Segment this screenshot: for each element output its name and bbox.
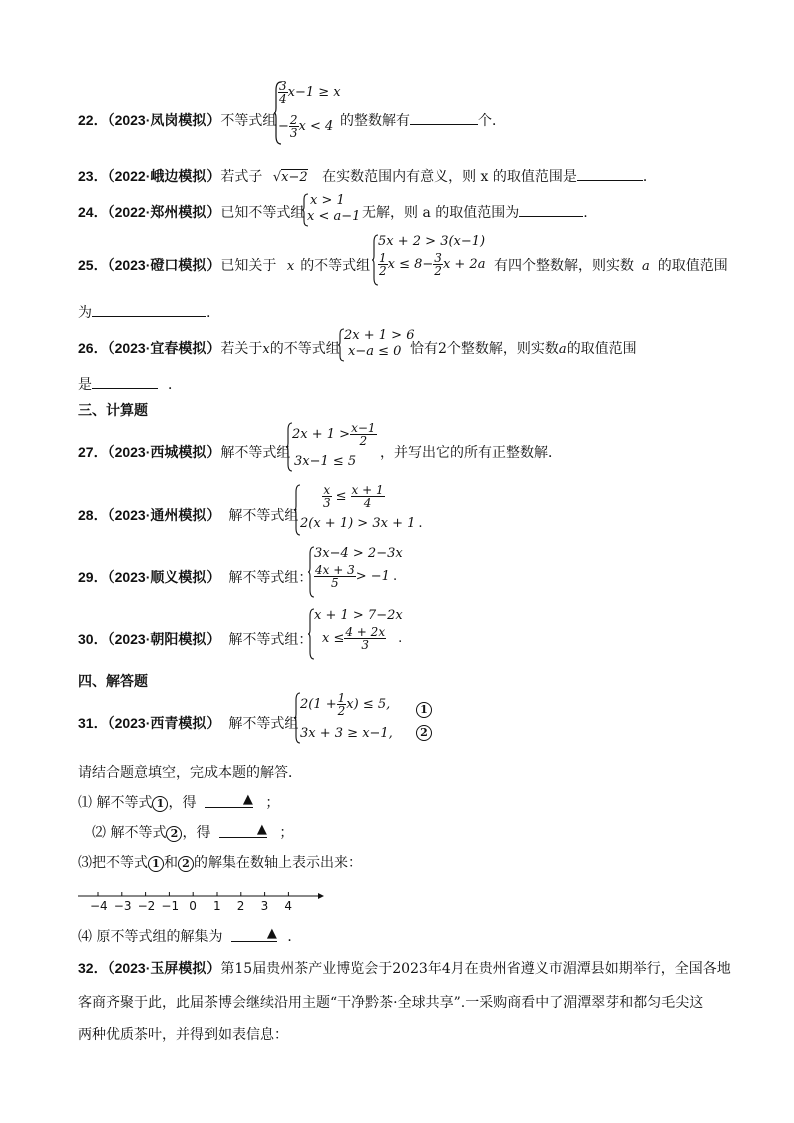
q29-prefix: 解不等式组： — [228, 570, 313, 586]
q27-frac: $\frac{x-1}{2}$ — [351, 421, 376, 448]
q31-frac: $\frac{1}{2}$ — [337, 691, 346, 718]
q25-frac-1-2: $\frac{1}{2}$ — [379, 251, 387, 278]
q27-row1: 2x + 1 > — [292, 427, 351, 442]
q23-post: 在实数范围内有意义，则 x 的取值范围是 — [322, 169, 577, 185]
question-30 — [78, 629, 312, 649]
q29-row2: > −1 — [355, 569, 390, 584]
q24-tail — [362, 202, 588, 222]
q23-source: （2022·峨边模拟） — [107, 168, 221, 184]
q25-end: . — [206, 305, 211, 321]
circled-one-icon: 1 — [152, 796, 168, 812]
tick-label: 1 — [213, 899, 221, 913]
q24-prefix: 已知不等式组 — [220, 205, 305, 221]
q26-post2: 的取值范围 — [566, 341, 637, 357]
q31-intro: 请结合题意填空，完成本题的解答． — [78, 765, 302, 781]
q32-source: （2023·玉屏模拟） — [107, 960, 221, 976]
circled-one-icon: 1 — [148, 856, 164, 872]
q25-prefix: 已知关于 — [220, 258, 277, 274]
q22-frac-3-4: $\frac{3}{4}$ — [279, 79, 287, 106]
q26-source: （2023·宜春模拟） — [107, 340, 221, 356]
q26-mid: 的不等式组 — [269, 341, 340, 357]
q28-prefix: 解不等式组 — [228, 508, 299, 524]
q23-prefix: 若式子 — [220, 169, 263, 185]
q30-row2: x ≤ — [322, 631, 345, 646]
q25-line2-text: 为 — [78, 305, 92, 321]
q31-step1-text: ⑴ 解不等式 — [78, 795, 153, 811]
q25-var-a: a — [642, 259, 650, 274]
q31-step4 — [78, 926, 301, 946]
q25-row2b: x + 2a — [442, 257, 486, 272]
q24-row2: x < a−1 — [307, 209, 361, 224]
q28-number: 28． — [78, 507, 108, 523]
tick-label: −2 — [137, 899, 156, 913]
q29-inequality-system — [308, 546, 418, 598]
q26-answer-blank[interactable] — [92, 376, 158, 389]
q31-inequality-system — [294, 692, 444, 744]
q30-source: （2023·朝阳模拟） — [107, 631, 221, 647]
tick-label: 2 — [236, 899, 245, 913]
tick-label: 4 — [284, 899, 293, 913]
q26-inequality-system — [338, 328, 415, 362]
q26-line2 — [78, 374, 182, 394]
q22-row2: x < 4 — [298, 119, 334, 134]
q25-row2a: x ≤ 8− — [387, 257, 434, 272]
q32-line3: 两种优质茶叶，并得到如表信息： — [78, 1027, 288, 1043]
q28-leq: ≤ — [335, 489, 347, 504]
q25-line2 — [78, 302, 210, 322]
q31-step1-semi: ； — [265, 795, 280, 811]
q25-frac-3-2: $\frac{3}{2}$ — [434, 251, 442, 278]
q31-step2 — [92, 822, 293, 842]
q31-step3 — [78, 852, 362, 872]
q32-line1: 第15届贵州茶产业博览会于2023年4月在贵州省遵义市湄潭县如期举行，全国各地 — [220, 961, 731, 977]
q28-inequality-system — [294, 483, 423, 536]
question-28 — [78, 505, 298, 525]
q31-step1 — [78, 792, 279, 812]
question-27 — [78, 442, 290, 462]
tick-label: 0 — [189, 899, 197, 913]
q24-post: 无解，则 a 的取值范围为 — [362, 205, 520, 221]
q28-source: （2023·通州模拟） — [107, 507, 221, 523]
q27-prefix: 解不等式组 — [220, 445, 291, 461]
circled-two-icon: 2 — [416, 725, 432, 741]
q26-end: ． — [168, 377, 182, 393]
q25-number: 25． — [78, 257, 108, 273]
q31-step1-blank[interactable]: ▲ — [205, 795, 253, 808]
tick-label: −4 — [90, 899, 108, 913]
q28-end: . — [418, 516, 423, 531]
q26-row1: 2x + 1 > 6 — [344, 328, 415, 343]
q29-end: . — [392, 569, 398, 584]
q22-row1: x−1 ≥ x — [287, 85, 341, 100]
question-24 — [78, 202, 304, 222]
question-29 — [78, 567, 312, 587]
q31-row1b: x) ≤ 5, — [346, 697, 391, 712]
q22-answer-blank[interactable] — [410, 112, 478, 125]
q31-prefix: 解不等式组 — [228, 716, 299, 732]
q24-row1: x > 1 — [310, 193, 345, 208]
q26-line2-text: 是 — [78, 377, 92, 393]
q24-answer-blank[interactable] — [519, 204, 583, 217]
q22-frac-2-3: $\frac{2}{3}$ — [289, 113, 298, 140]
q29-row1: 3x−4 > 2−3x — [314, 546, 403, 561]
question-26 — [78, 338, 340, 358]
q31-step4-blank[interactable]: ▲ — [231, 929, 277, 942]
q31-step2-semi: ； — [279, 825, 294, 841]
q23-sqrt: √x−2 — [272, 170, 308, 185]
q22-inequality-system — [274, 80, 342, 146]
q31-row2: 3x + 3 ≥ x−1, — [300, 726, 393, 741]
q22-prefix: 不等式组 — [220, 113, 277, 129]
q31-step3-text: ⑶把不等式 — [78, 855, 148, 871]
q22-tail — [340, 110, 506, 130]
q22-post: 的整数解有 — [340, 113, 410, 129]
q23-number: 23． — [78, 168, 108, 184]
q27-inequality-system — [286, 422, 382, 472]
q31-step1-get: ，得 — [168, 795, 197, 811]
q28-frac-x-3: $\frac{x}{3}$ — [323, 483, 331, 510]
section-title-solve: 四、解答题 — [78, 673, 148, 689]
q31-source: （2023·西青模拟） — [107, 715, 221, 731]
q30-prefix: 解不等式组： — [228, 632, 313, 648]
q27-source: （2023·西城模拟） — [107, 444, 221, 460]
q31-step4-end: ． — [287, 929, 302, 945]
q31-number: 31． — [78, 715, 108, 731]
q25-post2: 的取值范围 — [657, 258, 728, 274]
q26-row2: x−a ≤ 0 — [348, 344, 402, 359]
q24-number: 24． — [78, 204, 108, 220]
q31-step3-rest: 的解集在数轴上表示出来： — [194, 855, 362, 871]
q25-inequality-system — [372, 234, 492, 286]
q25-post: 有四个整数解，则实数 — [494, 258, 634, 274]
q28-row2: 2(x + 1) > 3x + 1 — [300, 516, 416, 531]
q30-inequality-system — [308, 608, 418, 660]
tick-label: −1 — [161, 899, 180, 913]
q24-end: . — [583, 205, 588, 221]
number-line[interactable] — [78, 886, 328, 916]
q30-end: . — [398, 631, 403, 646]
q24-source: （2022·郑州模拟） — [107, 204, 221, 220]
q29-number: 29． — [78, 569, 108, 585]
section-title-calc: 三、计算题 — [78, 402, 148, 418]
question-25 — [78, 255, 370, 275]
q31-step2-blank[interactable]: ▲ — [219, 825, 267, 838]
q25-source: （2023·磴口模拟） — [107, 257, 221, 273]
q31-step3-and: 和 — [164, 855, 178, 871]
circled-one-icon: 1 — [416, 702, 432, 718]
number-line-axis — [78, 886, 328, 900]
question-22 — [78, 110, 276, 130]
q31-row1a: 2(1 + — [300, 697, 337, 712]
q25-var-x: x — [286, 259, 295, 274]
q25-row1: 5x + 2 > 3(x−1) — [378, 234, 486, 249]
q25-answer-blank[interactable] — [92, 304, 206, 317]
q28-frac-x1-4: $\frac{x + 1}{4}$ — [351, 483, 384, 510]
q30-row1: x + 1 > 7−2x — [314, 608, 403, 623]
q26-var-a: a — [558, 342, 567, 357]
q22-number: 22． — [78, 112, 108, 128]
q26-tail — [410, 338, 637, 358]
tick-label: 3 — [260, 899, 269, 913]
question-23 — [78, 166, 657, 186]
q27-row2: 3x−1 ≤ 5 — [294, 454, 357, 469]
question-32 — [78, 958, 731, 978]
q32-number: 32． — [78, 960, 108, 976]
q23-end: ． — [642, 169, 657, 185]
q31-step4-text: ⑷ 原不等式组的解集为 — [78, 929, 223, 945]
q32-line2: 客商齐聚于此，此届茶博会继续沿用主题“干净黔茶·全球共享”.一采购商看中了湄潭翠芽和都匀毛尖这 — [78, 995, 704, 1011]
q27-number: 27． — [78, 444, 108, 460]
q26-var-x: x — [262, 342, 270, 357]
q25-mid: 的不等式组 — [300, 258, 371, 274]
q31-step2-get: ，得 — [182, 825, 211, 841]
q26-number: 26． — [78, 340, 108, 356]
q26-prefix: 若关于 — [220, 341, 263, 357]
q29-frac: $\frac{4x + 3}{5}$ — [315, 563, 355, 590]
question-31 — [78, 713, 298, 733]
q31-step2-text: ⑵ 解不等式 — [92, 825, 167, 841]
q30-number: 30． — [78, 631, 108, 647]
q24-inequality-system — [302, 193, 362, 227]
q22-minus: − — [278, 119, 289, 134]
q23-answer-blank[interactable] — [577, 168, 643, 181]
q22-end: 个． — [478, 113, 506, 129]
q22-source: （2023·凤岗模拟） — [107, 112, 221, 128]
arrow-right-icon — [318, 893, 324, 899]
q30-frac: $\frac{4 + 2x}{3}$ — [345, 625, 386, 652]
q26-post: 恰有2个整数解，则实数 — [410, 341, 559, 357]
q25-tail — [494, 255, 728, 275]
q27-post: ，并写出它的所有正整数解． — [380, 445, 562, 461]
circled-two-icon: 2 — [178, 856, 194, 872]
tick-label: −3 — [113, 899, 132, 913]
q29-source: （2023·顺义模拟） — [107, 569, 221, 585]
circled-two-icon: 2 — [166, 826, 182, 842]
